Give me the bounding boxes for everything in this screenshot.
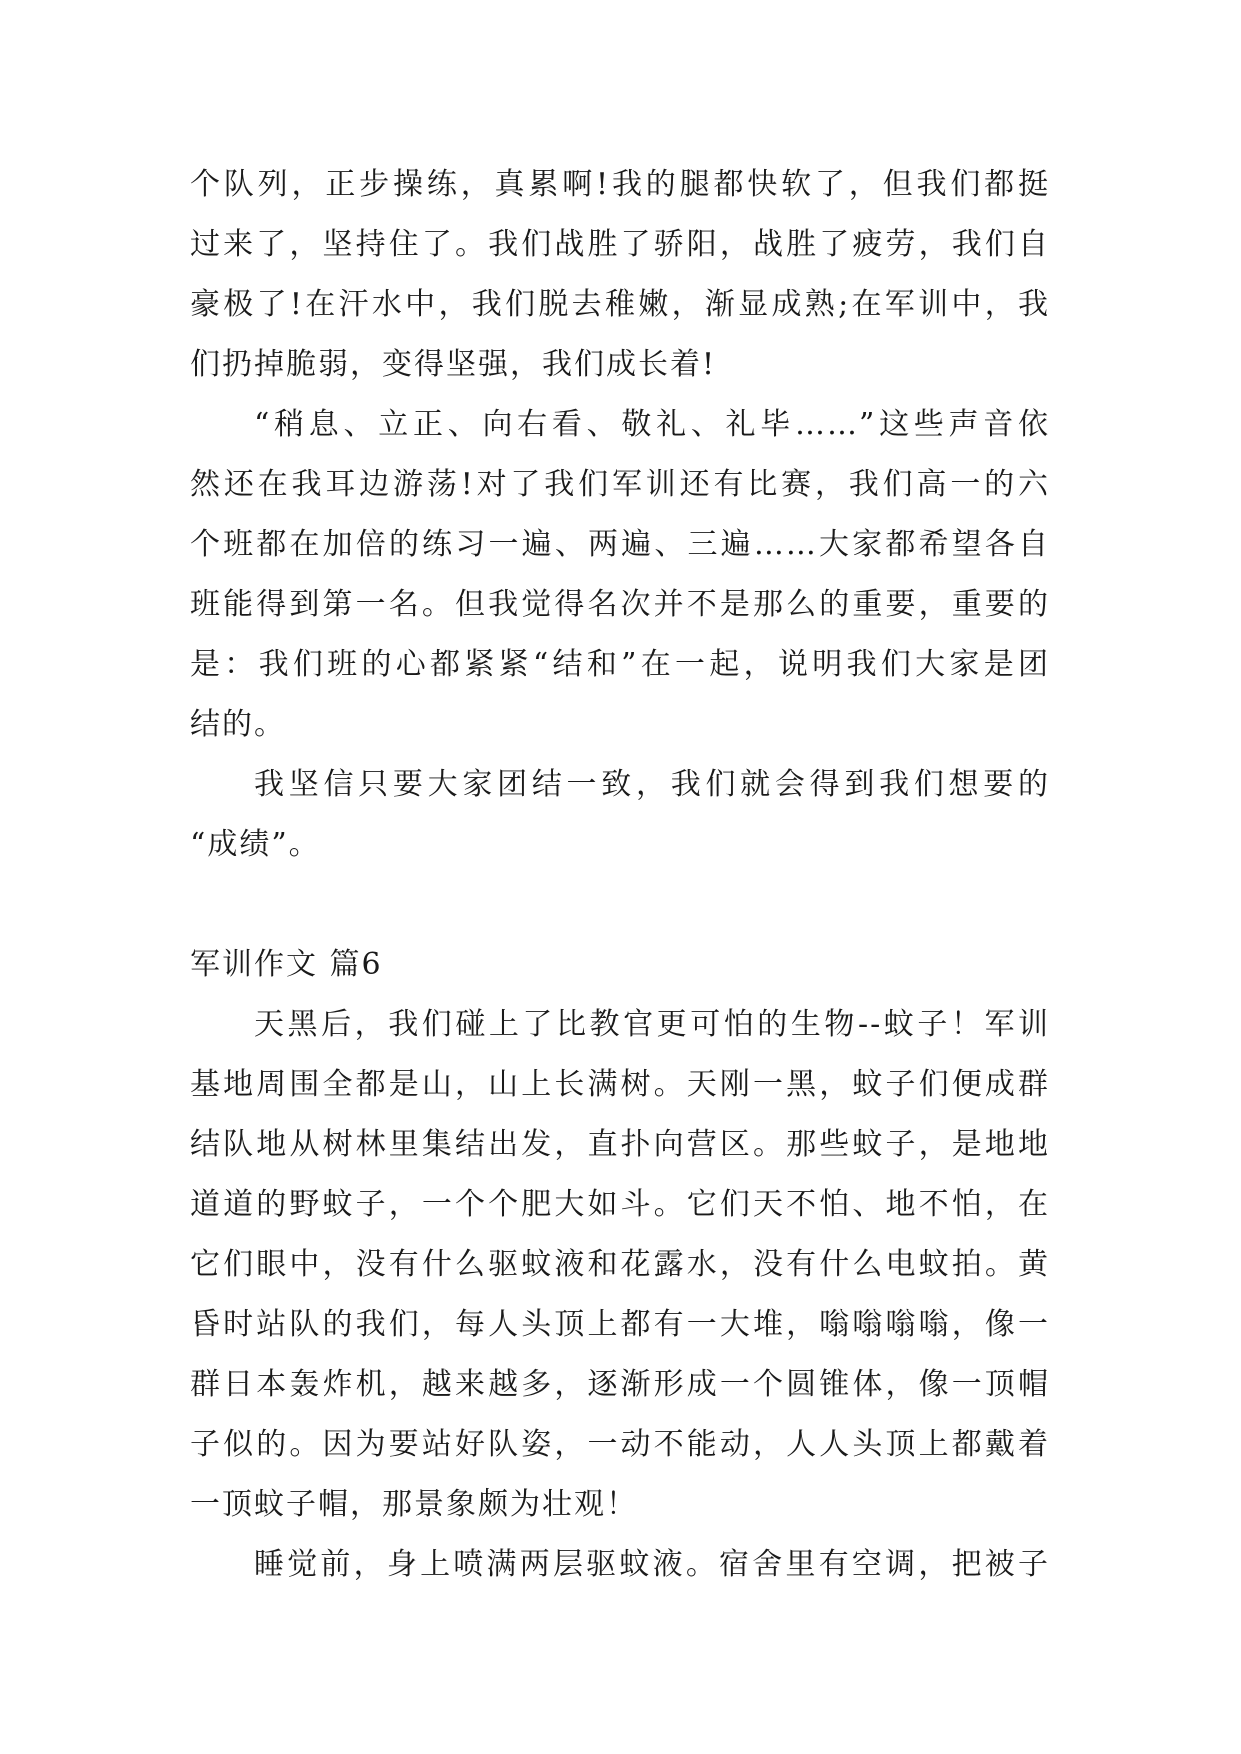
paragraph-line: “稍息、立正、向右看、敬礼、礼毕……”这些声音依 [254, 407, 1050, 442]
paragraph-line: 天黑后，我们碰上了比教官更可怕的生物--蚊子！军训 [254, 1007, 1050, 1042]
paragraph-line: 然还在我耳边游荡!对了我们军训还有比赛，我们高一的六 [190, 467, 1050, 502]
paragraph-line: 一顶蚊子帽，那景象颇为壮观！ [190, 1487, 638, 1522]
paragraph-line: 睡觉前，身上喷满两层驱蚊液。宿舍里有空调，把被子 [254, 1547, 1050, 1582]
paragraph-line: 个队列，正步操练，真累啊!我的腿都快软了，但我们都挺 [190, 167, 1050, 202]
paragraph-line: 子似的。因为要站好队姿，一动不能动，人人头顶上都戴着 [190, 1427, 1050, 1462]
paragraph-line: “成绩”。 [190, 827, 321, 862]
paragraph-line: 昏时站队的我们，每人头顶上都有一大堆，嗡嗡嗡嗡，像一 [190, 1307, 1050, 1342]
paragraph-line: 们扔掉脆弱，变得坚强，我们成长着! [190, 347, 717, 382]
paragraph-line: 我坚信只要大家团结一致，我们就会得到我们想要的 [254, 767, 1050, 802]
paragraph-line: 过来了，坚持住了。我们战胜了骄阳，战胜了疲劳，我们自 [190, 227, 1050, 262]
paragraph-line: 道道的野蚊子，一个个肥大如斗。它们天不怕、地不怕，在 [190, 1187, 1050, 1222]
paragraph-line: 它们眼中，没有什么驱蚊液和花露水，没有什么电蚊拍。黄 [190, 1247, 1050, 1282]
paragraph-line: 班能得到第一名。但我觉得名次并不是那么的重要，重要的 [190, 587, 1050, 622]
paragraph-line: 豪极了!在汗水中，我们脱去稚嫩，渐显成熟;在军训中，我 [190, 287, 1050, 322]
paragraph-line: 个班都在加倍的练习一遍、两遍、三遍……大家都希望各自 [190, 527, 1050, 562]
paragraph-line: 是：我们班的心都紧紧“结和”在一起，说明我们大家是团 [190, 647, 1050, 682]
paragraph-line: 基地周围全都是山，山上长满树。天刚一黑，蚊子们便成群 [190, 1067, 1050, 1102]
paragraph-line: 群日本轰炸机，越来越多，逐渐形成一个圆锥体，像一顶帽 [190, 1367, 1050, 1402]
section-title: 军训作文 篇6 [190, 947, 383, 982]
paragraph-line: 结的。 [190, 707, 286, 742]
paragraph-line: 结队地从树林里集结出发，直扑向营区。那些蚊子，是地地 [190, 1127, 1050, 1162]
